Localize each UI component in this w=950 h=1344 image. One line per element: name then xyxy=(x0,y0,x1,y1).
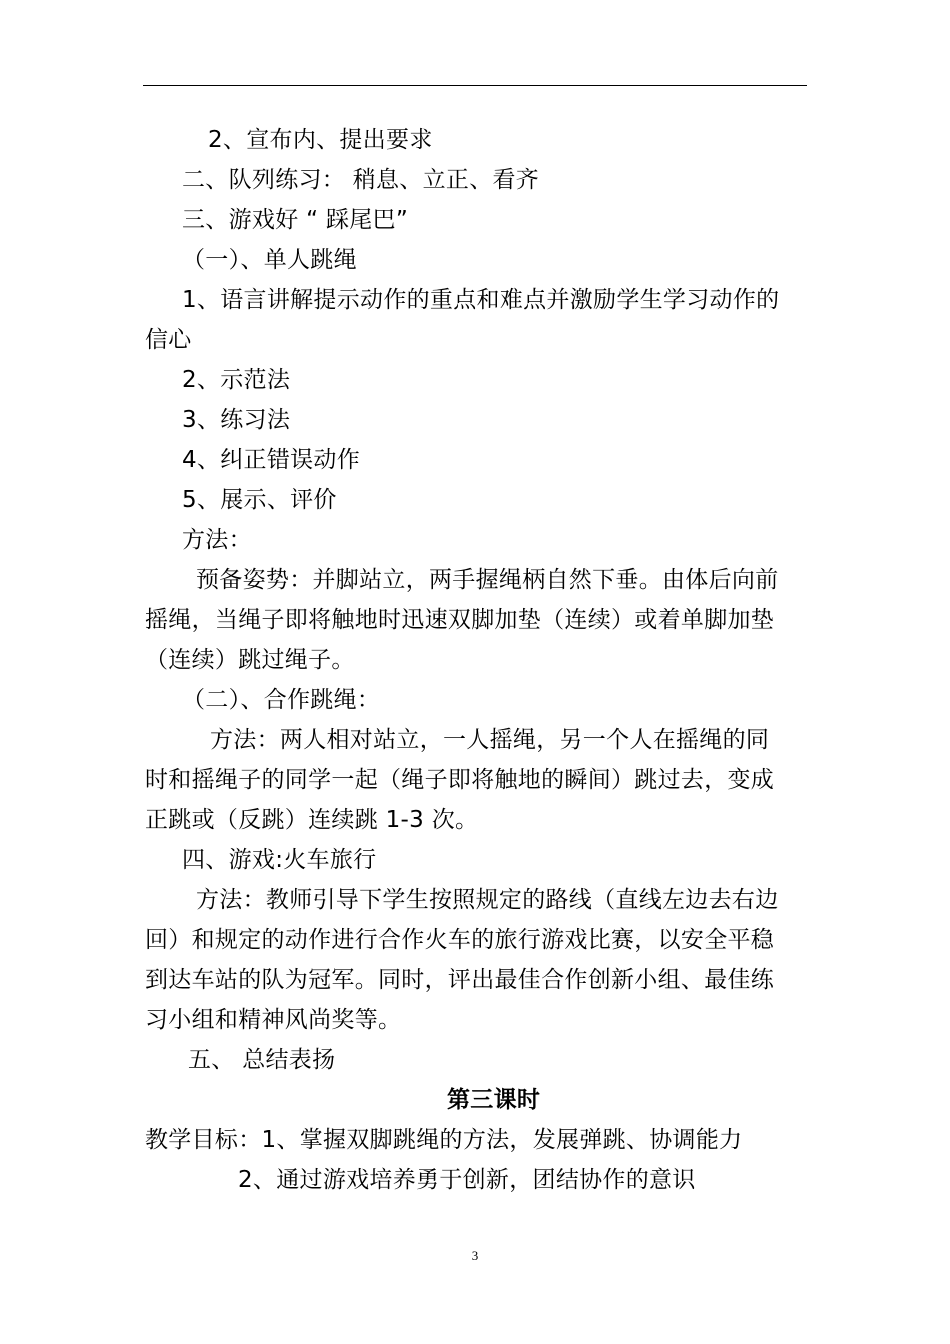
text-line: 二、队列练习： 稍息、立正、看齐 xyxy=(182,167,540,193)
text-line: （连续）跳过绳子。 xyxy=(145,647,355,673)
text-line: 1、语言讲解提示动作的重点和难点并激励学生学习动作的 xyxy=(182,287,780,313)
text-line: 教学目标：1、掌握双脚跳绳的方法，发展弹跳、协调能力 xyxy=(145,1127,743,1153)
text-line: 摇绳，当绳子即将触地时迅速双脚加垫（连续）或着单脚加垫 xyxy=(145,607,775,633)
page-number: 3 xyxy=(471,1248,479,1263)
text-line: 2、示范法 xyxy=(182,367,291,393)
text-line: 5、展示、评价 xyxy=(182,487,337,513)
text-line: 方法：教师引导下学生按照规定的路线（直线左边去右边 xyxy=(196,887,779,913)
section-heading: 五、 总结表扬 xyxy=(188,1047,336,1073)
section-heading: （一）、单人跳绳 xyxy=(182,247,357,273)
text-line: 回）和规定的动作进行合作火车的旅行游戏比赛，以安全平稳 xyxy=(145,927,775,953)
text-line: 2、通过游戏培养勇于创新，团结协作的意识 xyxy=(238,1167,696,1193)
section-heading: （二）、合作跳绳： xyxy=(182,687,381,713)
lesson-title: 第三课时 xyxy=(447,1087,541,1113)
text-line: 三、游戏好 “ 踩尾巴” xyxy=(182,207,409,233)
text-line: 方法：两人相对站立，一人摇绳，另一个人在摇绳的同 xyxy=(210,727,770,753)
text-line: 2、宣布内、提出要求 xyxy=(208,127,433,153)
text-line: 习小组和精神风尚奖等。 xyxy=(145,1007,402,1033)
header-rule xyxy=(143,85,807,86)
text-line: 4、纠正错误动作 xyxy=(182,447,361,473)
text-line: 时和摇绳子的同学一起（绳子即将触地的瞬间）跳过去，变成 xyxy=(145,767,775,793)
text-line: 正跳或（反跳）连续跳 1-3 次。 xyxy=(145,807,479,833)
text-line: 预备姿势：并脚站立，两手握绳柄自然下垂。由体后向前 xyxy=(196,567,779,593)
text-line: 到达车站的队为冠军。同时，评出最佳合作创新小组、最佳练 xyxy=(145,967,775,993)
text-line: 3、练习法 xyxy=(182,407,291,433)
section-heading: 四、游戏:火车旅行 xyxy=(182,847,377,873)
text-line: 方法： xyxy=(182,527,252,553)
text-line: 信心 xyxy=(145,327,192,353)
